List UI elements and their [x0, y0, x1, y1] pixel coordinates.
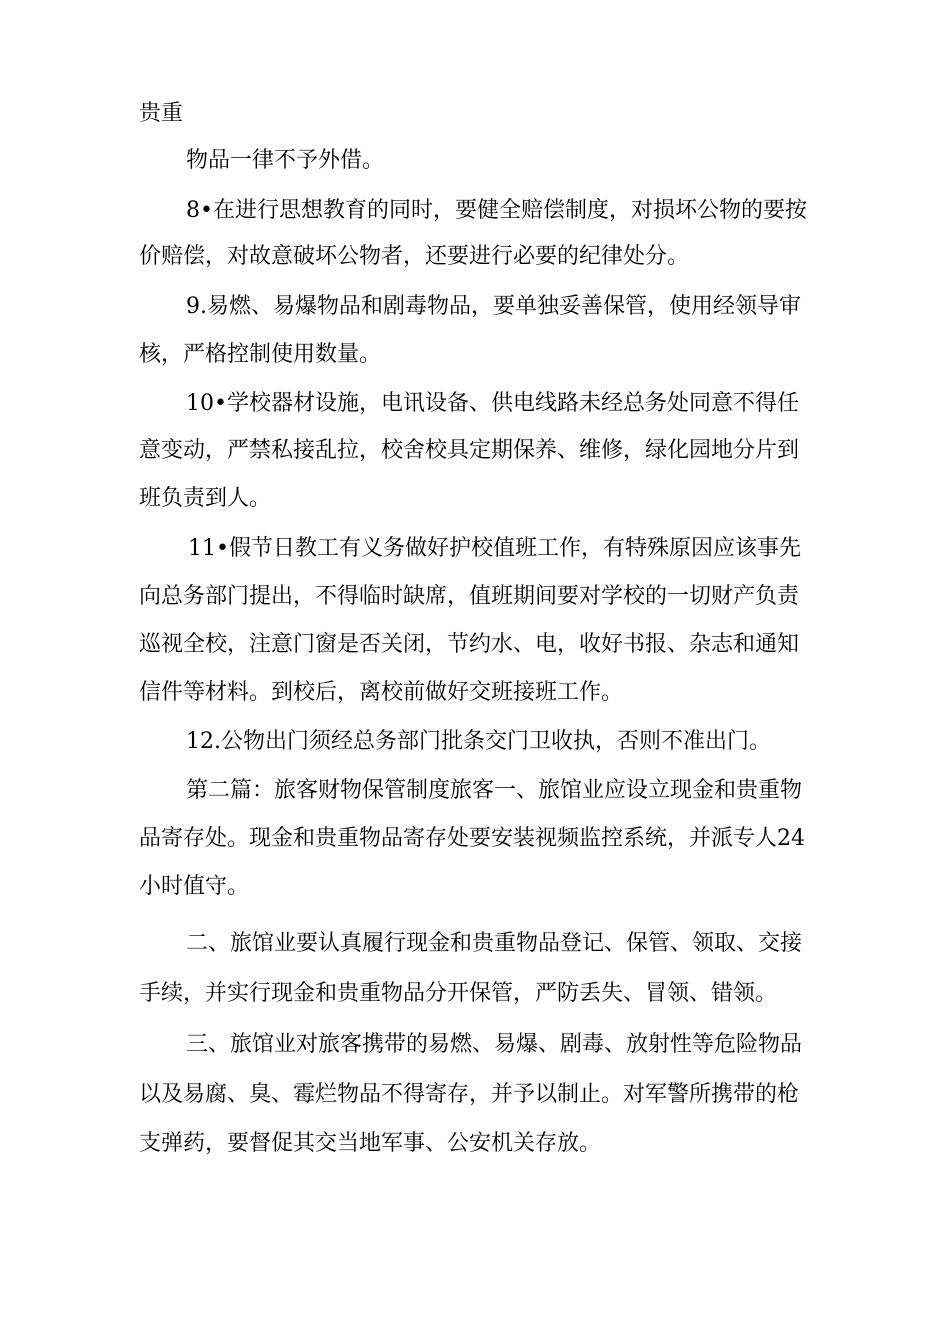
text-line: 支弹药，要督促其交当地军事、公安机关存放。: [139, 1131, 602, 1156]
text-line: 11•假节日教工有义务做好护校值班工作，有特殊原因应该事先: [188, 536, 801, 561]
text-line: 意变动，严禁私接乱拉，校舍校具定期保养、维修，绿化园地分片到: [139, 438, 800, 463]
text-line: 物品一律不予外借。: [186, 148, 385, 173]
text-line: 信件等材料。到校后，离校前做好交班接班工作。: [139, 680, 624, 705]
text-line: 核，严格控制使用数量。: [139, 342, 382, 367]
text-line: 9.易燃、易爆物品和剧毒物品，要单独妥善保管，使用经领导审: [186, 294, 801, 319]
text-line: 品寄存处。现金和贵重物品寄存处要安装视频监控系统，并派专人24: [139, 826, 805, 851]
text-line: 手续，并实行现金和贵重物品分开保管，严防丢失、冒领、错领。: [139, 981, 778, 1006]
text-line: 三、旅馆业对旅客携带的易燃、易爆、剧毒、放射性等危险物品: [186, 1032, 803, 1057]
text-line: 贵重: [139, 101, 184, 126]
text-line: 8•在进行思想教育的同时，要健全赔偿制度，对损坏公物的要按: [186, 198, 807, 223]
text-line: 小时值守。: [139, 874, 250, 899]
text-line: 二、旅馆业要认真履行现金和贵重物品登记、保管、领取、交接: [186, 931, 803, 956]
text-line: 向总务部门提出，不得临时缺席，值班期间要对学校的一切财产负责: [139, 584, 800, 609]
text-line: 价赔偿，对故意破坏公物者，还要进行必要的纪律处分。: [139, 244, 690, 269]
text-line: 巡视全校，注意门窗是否关闭，节约水、电，收好书报、杂志和通知: [139, 632, 800, 657]
text-line: 第二篇：旅客财物保管制度旅客一、旅馆业应设立现金和贵重物: [186, 778, 803, 803]
text-line: 以及易腐、臭、霉烂物品不得寄存，并予以制止。对军警所携带的枪: [139, 1082, 800, 1107]
text-line: 10•学校器材设施，电讯设备、供电线路未经总务处同意不得任: [186, 391, 799, 416]
text-line: 班负责到人。: [139, 486, 272, 511]
text-line: 12.公物出门须经总务部门批条交门卫收执，否则不准出门。: [186, 729, 771, 754]
